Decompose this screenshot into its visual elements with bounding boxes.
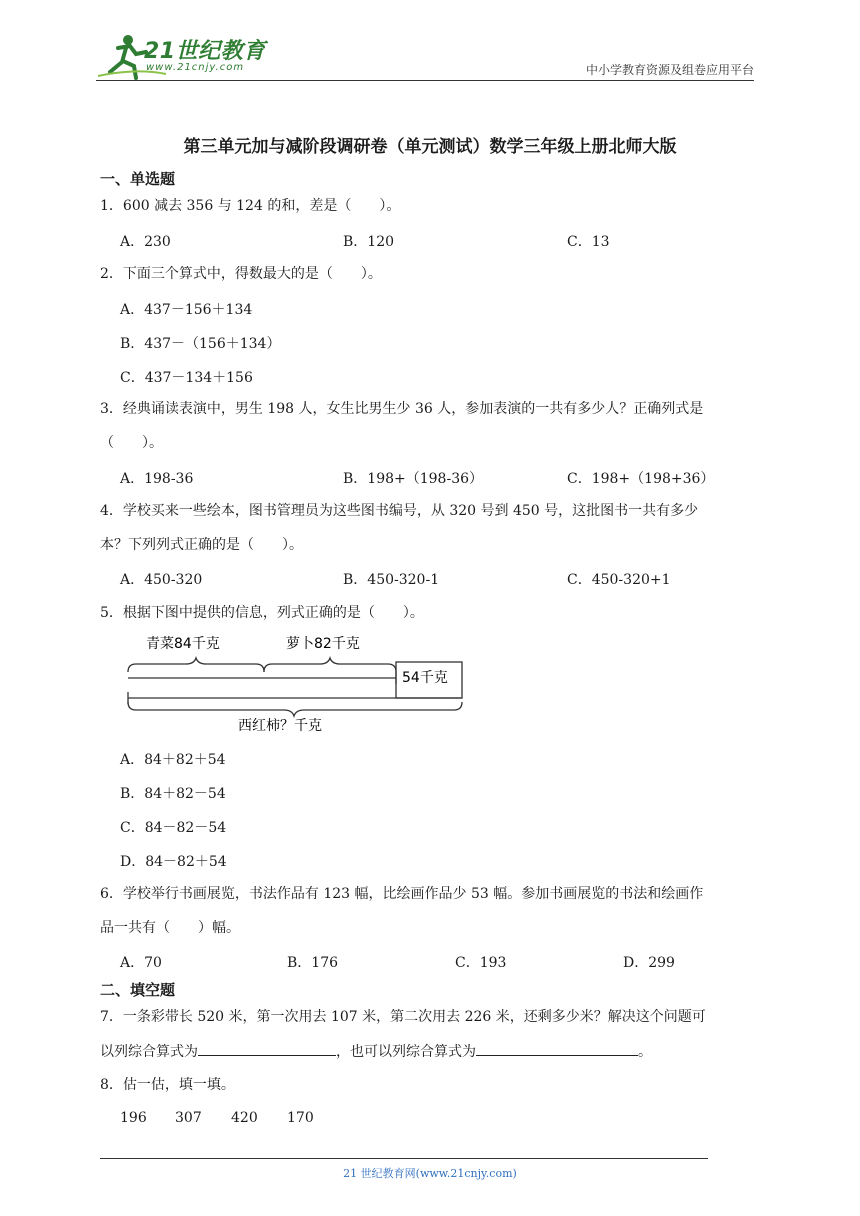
question-8-number: 307 (175, 1110, 202, 1126)
page-title: 第三单元加与减阶段调研卷（单元测试）数学三年级上册北师大版 (183, 137, 677, 157)
question-3-option-c[interactable]: C．198+（198+36） (567, 471, 715, 487)
question-8-stem: 8．估一估，填一填。 (100, 1077, 235, 1093)
question-1-option-c[interactable]: C．13 (567, 234, 610, 250)
question-6-stem-line1: 6．学校举行书画展览，书法作品有 123 幅，比绘画作品少 53 幅。参加书画展览的书法和绘画作 (100, 886, 704, 902)
question-1-stem: 1．600 减去 356 与 124 的和，差是（ ）。 (100, 198, 401, 214)
question-6-option-d[interactable]: D．299 (623, 955, 675, 971)
line-segment-diagram (120, 628, 470, 738)
question-4-option-c[interactable]: C．450-320+1 (567, 572, 671, 588)
question-4-option-b[interactable]: B．450-320-1 (343, 572, 440, 588)
logo-url: www.21cnjy.com (146, 62, 245, 73)
logo-text: 21世纪教育 (144, 39, 266, 64)
question-7-blank-2[interactable] (476, 1041, 638, 1056)
footer-link[interactable]: 21 世纪教育网(www.21cnjy.com) (343, 1167, 517, 1180)
question-6-option-b[interactable]: B．176 (287, 955, 339, 971)
label-tomato: 西红柿？千克 (238, 718, 322, 734)
question-5-option-b[interactable]: B．84＋82－54 (120, 786, 226, 802)
question-8-number: 420 (231, 1110, 258, 1126)
section-heading-fill-blank: 二、填空题 (100, 981, 176, 999)
brace-tomato (128, 702, 462, 716)
question-2-option-b[interactable]: B．437－（156＋134） (120, 336, 281, 352)
question-5-stem: 5．根据下图中提供的信息，列式正确的是（ ）。 (100, 605, 424, 621)
question-3-stem-line2: （ ）。 (100, 435, 163, 451)
question-6-option-a[interactable]: A．70 (120, 955, 162, 971)
question-7-line2 (100, 1041, 652, 1062)
section-heading-single-choice: 一、单选题 (100, 170, 176, 188)
header-divider (96, 80, 754, 81)
question-6-stem-line2: 品一共有（ ）幅。 (100, 920, 240, 936)
question-3-option-b[interactable]: B．198+（198-36） (343, 471, 484, 487)
question-4-stem-line1: 4．学校买来一些绘本，图书管理员为这些图书编号，从 320 号到 450 号，这批图书一共有多少 (100, 503, 699, 519)
label-54kg: 54千克 (402, 670, 448, 686)
question-2-stem: 2．下面三个算式中，得数最大的是（ ）。 (100, 266, 382, 282)
question-4-option-a[interactable]: A．450-320 (120, 572, 203, 588)
question-2-option-a[interactable]: A．437－156＋134 (120, 302, 253, 318)
question-1-option-b[interactable]: B．120 (343, 234, 395, 250)
label-radish: 萝卜82千克 (286, 636, 360, 652)
question-7-text-a: 以列综合算式为 (100, 1044, 198, 1060)
question-7-line1: 7．一条彩带长 520 米，第一次用去 107 米，第二次用去 226 米，还剩多少米？解决这个问题可 (100, 1009, 706, 1025)
question-6-option-c[interactable]: C．193 (455, 955, 507, 971)
question-2-option-c[interactable]: C．437－134＋156 (120, 370, 253, 386)
question-8-number: 170 (287, 1110, 314, 1126)
question-3-option-a[interactable]: A．198-36 (120, 471, 194, 487)
question-7-blank-1[interactable] (198, 1041, 336, 1056)
label-vegetable: 青菜84千克 (146, 636, 220, 652)
header-platform-text: 中小学教育资源及组卷应用平台 (585, 63, 754, 77)
question-1-option-a[interactable]: A．230 (120, 234, 171, 250)
question-3-stem-line1: 3．经典诵读表演中，男生 198 人，女生比男生少 36 人，参加表演的一共有多少人？正确列式是 (100, 401, 704, 417)
brace-radish (264, 658, 396, 672)
footer-divider (100, 1158, 708, 1159)
question-4-stem-line2: 本？下列列式正确的是（ ）。 (100, 537, 303, 553)
question-5-option-a[interactable]: A．84＋82＋54 (120, 752, 226, 768)
question-7-text-c: 。 (638, 1044, 652, 1060)
question-8-number: 196 (120, 1110, 147, 1126)
question-5-option-d[interactable]: D．84－82＋54 (120, 854, 227, 870)
question-7-text-b: ，也可以列综合算式为 (336, 1044, 476, 1060)
brace-vegetable (128, 658, 264, 672)
question-5-option-c[interactable]: C．84－82－54 (120, 820, 227, 836)
